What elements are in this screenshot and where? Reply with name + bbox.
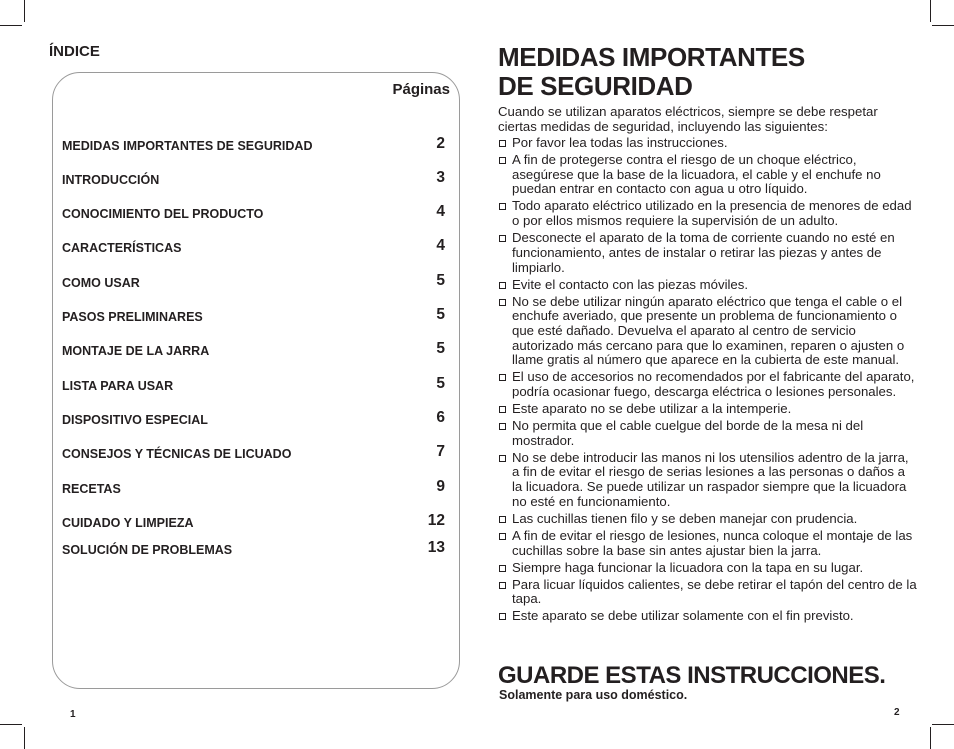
safety-rules-list [498, 136, 918, 626]
safety-rule [498, 419, 918, 448]
keep-instructions-heading: GUARDE ESTAS INSTRUCCIONES. [498, 662, 886, 689]
toc-entry-page: 3 [436, 169, 445, 186]
checkbox-bullet-icon [499, 516, 506, 523]
toc-entry-page: 4 [436, 237, 445, 254]
safety-rule-text: Este aparato se debe utilizar solamente con el fin previsto. [512, 608, 854, 624]
toc-entry-title: RECETAS [62, 482, 121, 496]
toc-entry[interactable] [62, 407, 445, 427]
toc-entry-page: 2 [436, 135, 445, 152]
safety-rule [498, 578, 918, 607]
safety-title-line-2: DE SEGURIDAD [498, 71, 693, 101]
toc-entry[interactable] [62, 510, 445, 530]
checkbox-bullet-icon [499, 533, 506, 540]
toc-entry-title: SOLUCIÓN DE PROBLEMAS [62, 543, 233, 557]
toc-entry-page: 5 [436, 375, 445, 392]
toc-entry-title: COMO USAR [62, 276, 140, 290]
checkbox-bullet-icon [499, 157, 506, 164]
safety-rule-text: Por favor lea todas las instrucciones. [512, 135, 728, 150]
checkbox-bullet-icon [499, 565, 506, 572]
safety-rule-text: Desconecte el aparato de la toma de corriente cuando no esté en funcionamiento, antes de instalar o retirar las piezas y antes de limpiarlo. [512, 230, 895, 275]
crop-mark-bottom-right-h [932, 724, 954, 725]
toc-entry[interactable] [62, 304, 445, 324]
safety-rule-text: Siempre haga funcionar la licuadora con la tapa en su lugar. [512, 559, 864, 575]
toc-entry-title: CONOCIMIENTO DEL PRODUCTO [62, 207, 264, 221]
safety-rule-text: No se debe utilizar ningún aparato eléctrico que tenga el cable o el enchufe averiado, que presente un problema de funcionamiento o que esté dañado. Devuelva el aparato al centro de servicio autorizado más cercano para que lo examinen, reparen o ajusten o llame gratis al número que aparece en la cubierta de este manual. [512, 293, 905, 368]
safety-rule [498, 199, 918, 228]
toc-entry-page: 7 [436, 443, 445, 460]
safety-rule [498, 609, 918, 624]
safety-rule [498, 278, 918, 293]
crop-mark-top-left [24, 0, 25, 22]
toc-entry-page: 9 [436, 478, 445, 495]
toc-entry-page: 12 [427, 512, 445, 529]
toc-entry-title: CONSEJOS Y TÉCNICAS DE LICUADO [62, 447, 292, 461]
toc-entry-page: 5 [436, 272, 445, 289]
checkbox-bullet-icon [499, 613, 506, 620]
safety-rule-text: Este aparato no se debe utilizar a la intemperie. [512, 401, 792, 417]
safety-rule [498, 561, 918, 576]
toc-entry[interactable] [62, 537, 445, 557]
page-number-right: 2 [894, 707, 900, 718]
safety-rule-text: A fin de evitar el riesgo de lesiones, nunca coloque el montaje de las cuchillas sobre la base sin antes ajustar bien la jarra. [512, 527, 913, 558]
checkbox-bullet-icon [499, 582, 506, 589]
safety-rule [498, 451, 918, 510]
checkbox-bullet-icon [499, 455, 506, 462]
toc-entry-page: 5 [436, 306, 445, 323]
toc-entry-title: MEDIDAS IMPORTANTES DE SEGURIDAD [62, 139, 313, 153]
safety-rule-text: Evite el contacto con las piezas móviles. [512, 276, 749, 292]
table-of-contents [52, 72, 460, 689]
safety-title [498, 43, 805, 101]
checkbox-bullet-icon [499, 235, 506, 242]
toc-entry[interactable] [62, 167, 445, 187]
toc-entry-title: CUIDADO Y LIMPIEZA [62, 516, 194, 530]
safety-rule-text: No se debe introducir las manos ni los utensilios adentro de la jarra, a fin de evitar el riesgo de serias lesiones a las personas o daños a la licuadora. Se puede utilizar un raspador siempre que la licuadora no esté en funcionamiento. [512, 449, 909, 509]
household-use-note: Solamente para uso doméstico. [499, 688, 688, 702]
safety-rule-text: Para licuar líquidos calientes, se debe retirar el tapón del centro de la tapa. [512, 576, 917, 607]
toc-entry[interactable] [62, 476, 445, 496]
safety-rule [498, 402, 918, 417]
toc-entry-title: DISPOSITIVO ESPECIAL [62, 413, 208, 427]
toc-entry[interactable] [62, 133, 445, 153]
safety-rule-text: Todo aparato eléctrico utilizado en la presencia de menores de edad o por ellos mismos requiere la supervisión de un adulto. [512, 198, 912, 229]
toc-entry[interactable] [62, 338, 445, 358]
safety-rule [498, 529, 918, 558]
toc-entry-title: MONTAJE DE LA JARRA [62, 344, 210, 358]
safety-rule [498, 231, 918, 275]
safety-rule [498, 370, 918, 399]
index-heading: ÍNDICE [49, 43, 100, 60]
checkbox-bullet-icon [499, 406, 506, 413]
toc-entry-title: LISTA PARA USAR [62, 379, 174, 393]
crop-mark-top-right-h [932, 25, 954, 26]
safety-title-line-1: MEDIDAS IMPORTANTES [498, 42, 805, 72]
checkbox-bullet-icon [499, 140, 506, 147]
safety-rule [498, 136, 918, 151]
toc-entry-page: 6 [436, 409, 445, 426]
toc-entry[interactable] [62, 373, 445, 393]
checkbox-bullet-icon [499, 299, 506, 306]
toc-entry[interactable] [62, 441, 445, 461]
safety-rule [498, 512, 918, 527]
toc-entry-title: PASOS PRELIMINARES [62, 310, 203, 324]
toc-entry[interactable] [62, 235, 445, 255]
toc-entry-title: INTRODUCCIÓN [62, 173, 160, 187]
safety-rule-text: Las cuchillas tienen filo y se deben manejar con prudencia. [512, 510, 858, 526]
checkbox-bullet-icon [499, 374, 506, 381]
toc-entry-page: 13 [427, 539, 445, 556]
crop-mark-top-right [930, 0, 931, 22]
safety-rule-text: A fin de protegerse contra el riesgo de un choque eléctrico, asegúrese que la base de la licuadora, el cable y el enchufe no puedan entrar en contacto con agua u otro líquido. [512, 152, 881, 197]
toc-entry[interactable] [62, 201, 445, 221]
crop-mark-bottom-left [24, 727, 25, 749]
checkbox-bullet-icon [499, 423, 506, 430]
pages-column-label: Páginas [392, 81, 450, 98]
page-number-left: 1 [70, 709, 76, 720]
checkbox-bullet-icon [499, 203, 506, 210]
safety-intro: Cuando se utilizan aparatos eléctricos, siempre se debe respetar ciertas medidas de seguridad, incluyendo las siguientes: [498, 104, 878, 134]
toc-entry-page: 5 [436, 340, 445, 357]
crop-mark-bottom-right [930, 727, 931, 749]
safety-rule [498, 153, 918, 197]
toc-entry-title: CARACTERÍSTICAS [62, 241, 182, 255]
toc-entry[interactable] [62, 270, 445, 290]
safety-rule-text: El uso de accesorios no recomendados por el fabricante del aparato, podría ocasionar fuego, descarga eléctrica o lesiones personales. [512, 369, 915, 400]
crop-mark-top-left-h [0, 25, 22, 26]
toc-entry-page: 4 [436, 203, 445, 220]
checkbox-bullet-icon [499, 282, 506, 289]
safety-rule-text: No permita que el cable cuelgue del borde de la mesa ni del mostrador. [512, 418, 864, 448]
crop-mark-bottom-left-h [0, 724, 22, 725]
safety-rule [498, 295, 918, 369]
